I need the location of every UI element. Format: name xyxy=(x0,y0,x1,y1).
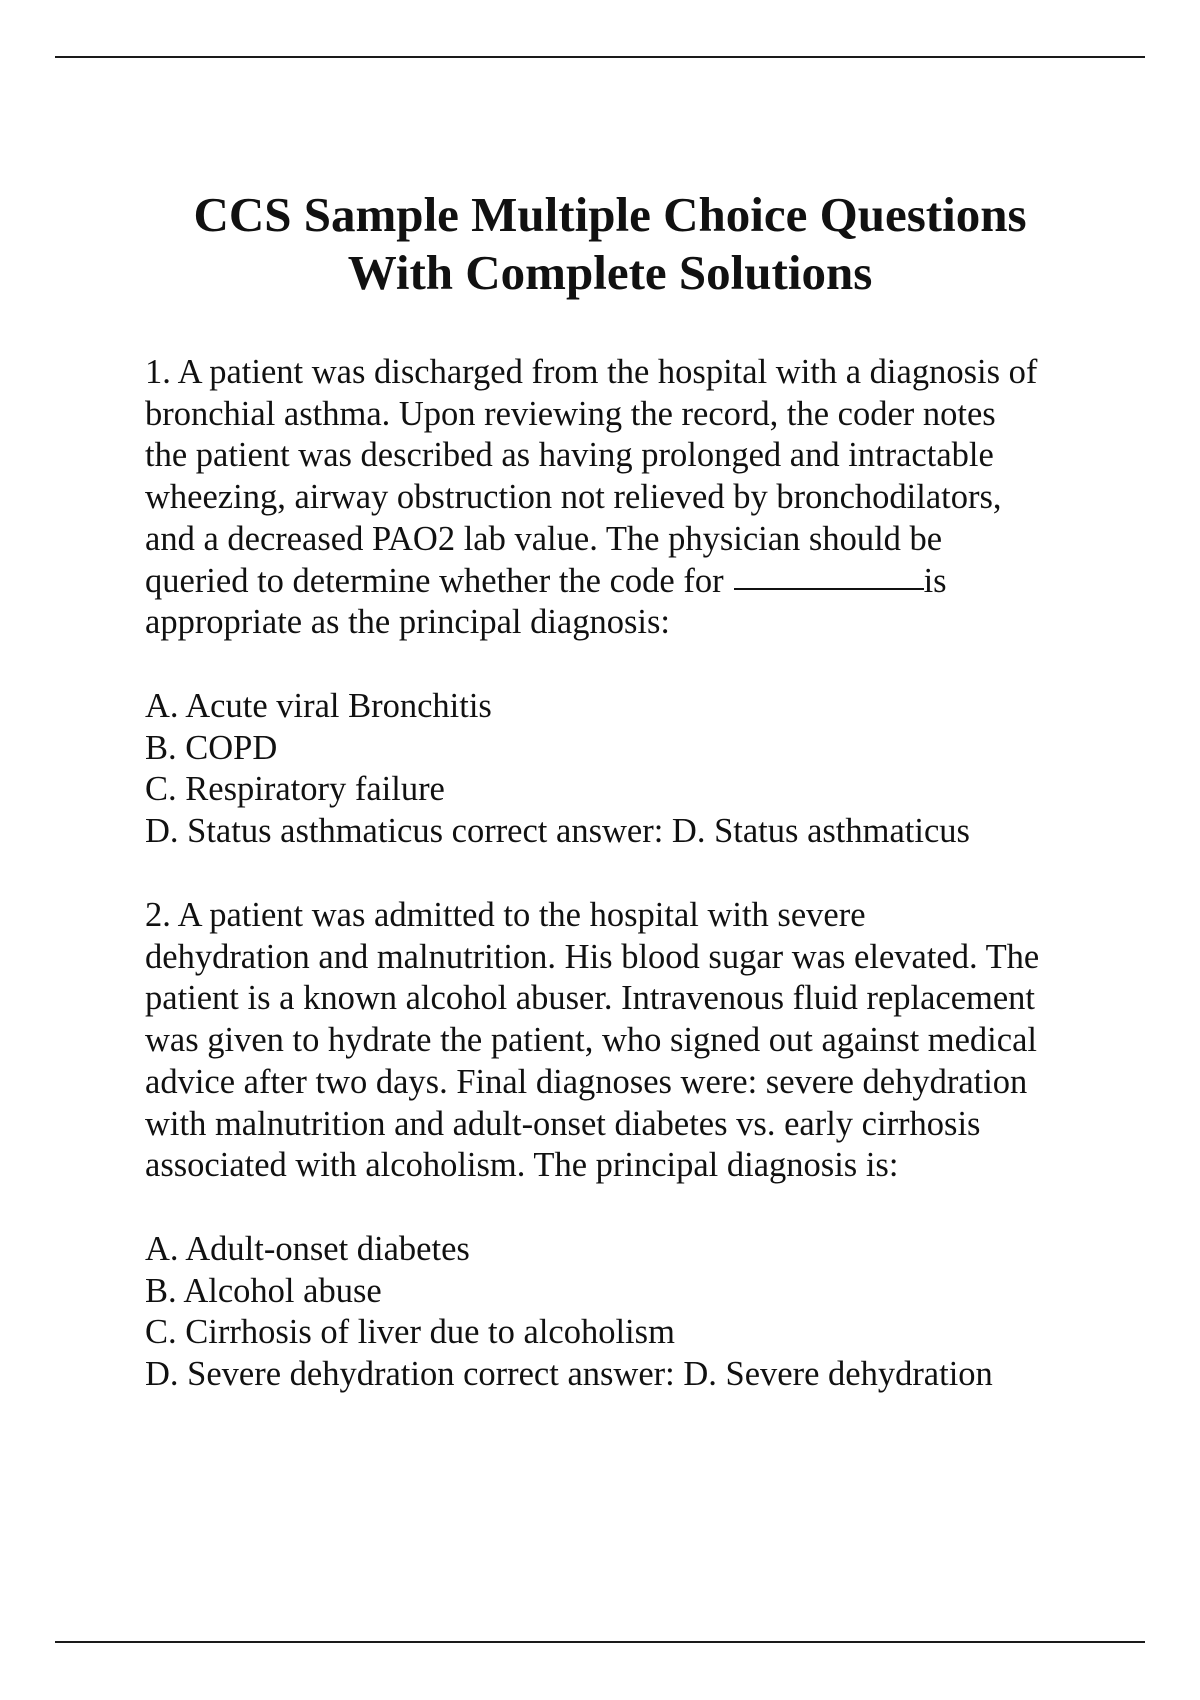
stem-line: 1. A patient was discharged from the hospital with a diagnosis of xyxy=(145,353,1038,391)
stem-line: associated with alcoholism. The principal diagnosis is: xyxy=(145,1146,899,1185)
page-title xyxy=(120,186,1100,302)
stem-line: dehydration and malnutrition. His blood sugar was elevated. The xyxy=(145,937,1040,976)
question-stem xyxy=(145,352,1105,644)
option-b: B. COPD xyxy=(145,728,278,767)
stem-line: with malnutrition and adult-onset diabetes vs. early cirrhosis xyxy=(145,1104,981,1143)
stem-line: was given to hydrate the patient, who signed out against medical xyxy=(145,1021,1037,1060)
option-d-with-answer: D. Severe dehydration correct answer: D. Severe dehydration xyxy=(145,1355,993,1394)
answer-options xyxy=(145,686,1105,853)
bottom-rule xyxy=(55,1641,1145,1643)
stem-line: the patient was described as having prolonged and intractable xyxy=(145,436,994,475)
stem-line: wheezing, airway obstruction not relieved by bronchodilators, xyxy=(145,478,1002,517)
stem-line-with-blank xyxy=(145,561,1105,603)
top-rule xyxy=(55,56,1145,58)
answer-options xyxy=(145,1229,1105,1396)
question-2 xyxy=(145,895,1105,1396)
option-a: A. Acute viral Bronchitis xyxy=(145,686,492,725)
stem-line: 2. A patient was admitted to the hospital with severe xyxy=(145,896,866,934)
option-a: A. Adult-onset diabetes xyxy=(145,1229,470,1268)
title-line-1: CCS Sample Multiple Choice Questions xyxy=(193,187,1027,242)
option-b: B. Alcohol abuse xyxy=(145,1271,382,1310)
option-c: C. Cirrhosis of liver due to alcoholism xyxy=(145,1313,675,1352)
stem-line: appropriate as the principal diagnosis: xyxy=(145,603,671,642)
stem-line: bronchial asthma. Upon reviewing the record, the coder notes xyxy=(145,394,996,433)
stem-line: patient is a known alcohol abuser. Intravenous fluid replacement xyxy=(145,979,1036,1018)
blank-suffix: is xyxy=(923,561,947,600)
question-stem xyxy=(145,895,1105,1187)
blank-prefix: queried to determine whether the code for xyxy=(145,561,724,600)
option-c: C. Respiratory failure xyxy=(145,770,445,809)
question-1 xyxy=(145,352,1105,853)
option-d-with-answer: D. Status asthmaticus correct answer: D. Status asthmaticus xyxy=(145,812,970,851)
title-line-2: With Complete Solutions xyxy=(347,245,873,300)
stem-line: advice after two days. Final diagnoses were: severe dehydration xyxy=(145,1062,1028,1101)
stem-line: and a decreased PAO2 lab value. The physician should be xyxy=(145,519,943,558)
answer-blank xyxy=(734,588,924,590)
